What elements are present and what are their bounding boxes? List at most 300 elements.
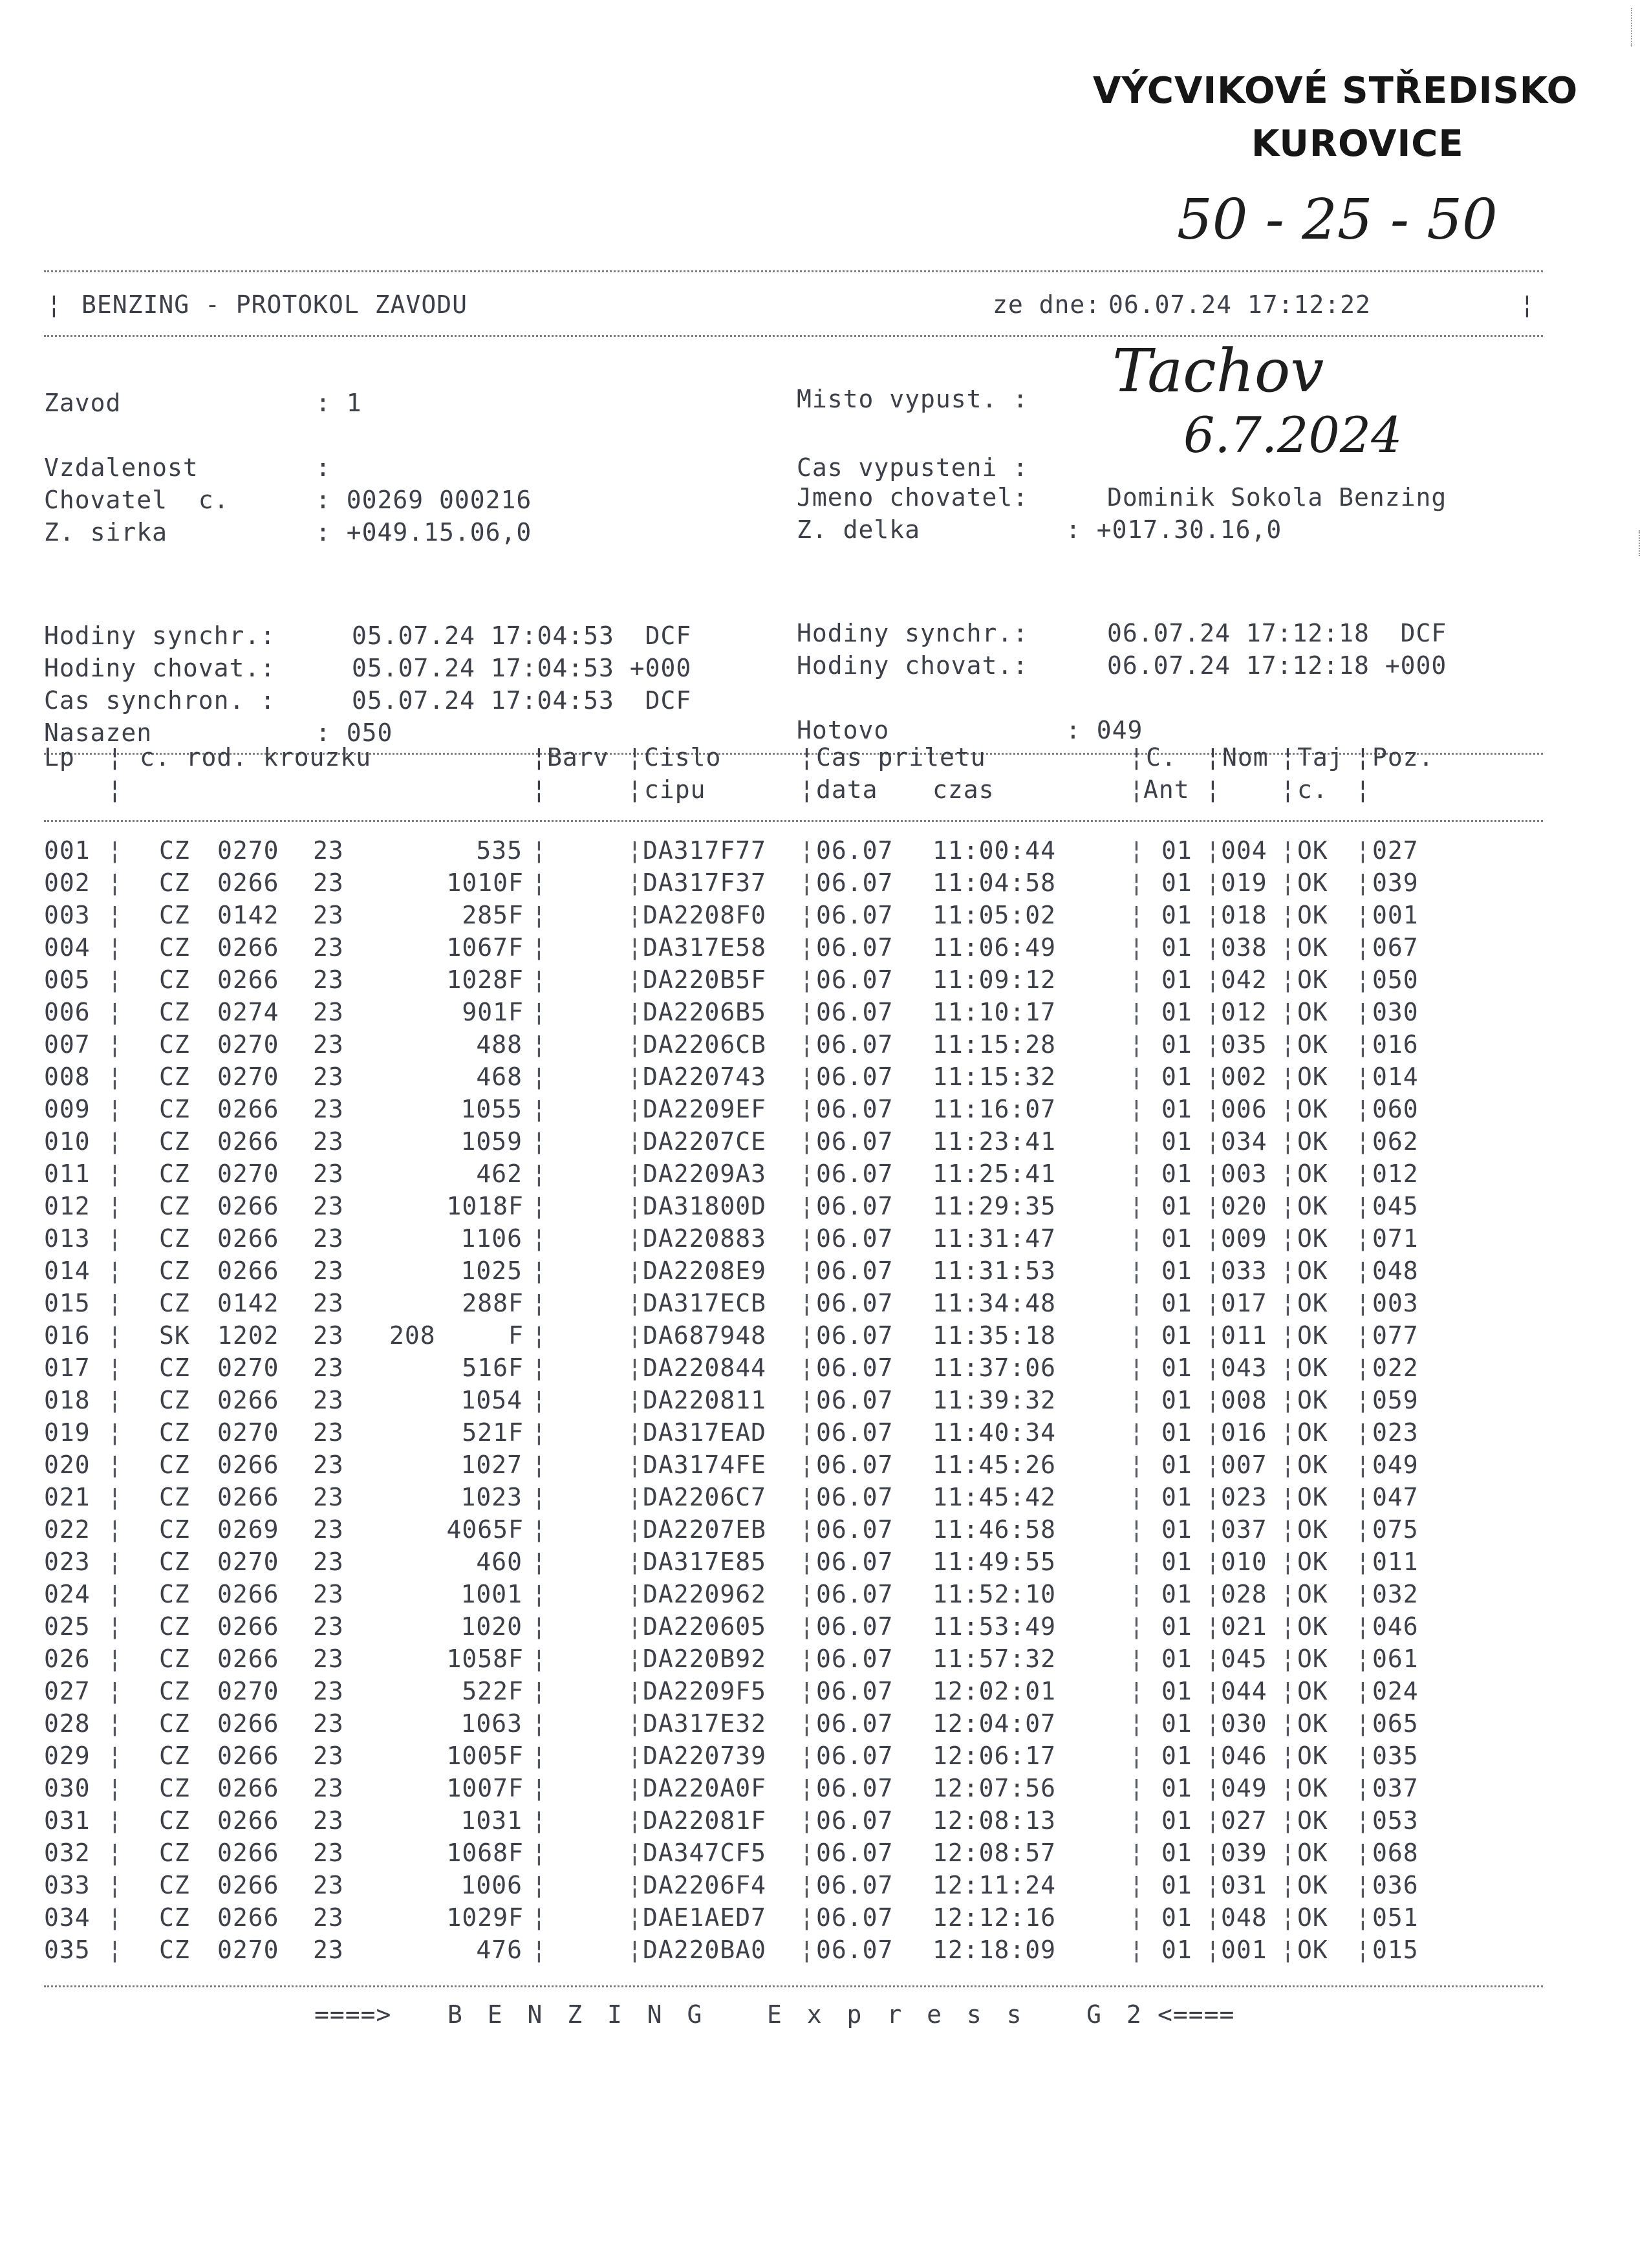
report-date-value: 06.07.24 17:12:22 [1108, 290, 1371, 319]
row-poz: 023 [1372, 1418, 1419, 1447]
row-date: 06.07 [816, 1030, 894, 1059]
row-separator: ¦ [1205, 1677, 1221, 1705]
row-separator: ¦ [1280, 1257, 1296, 1285]
row-time: 11:40:34 [932, 1418, 1057, 1447]
row-date: 06.07 [816, 901, 894, 929]
row-separator: ¦ [1129, 1580, 1145, 1608]
table-row [0, 931, 1649, 964]
row-chip: DA220A0F [643, 1774, 767, 1802]
row-separator: ¦ [532, 1548, 547, 1576]
row-separator: ¦ [799, 1709, 815, 1738]
report-date-label: ze dne: [993, 290, 1101, 319]
row-org: 0142 [217, 901, 279, 929]
row-country: CZ [159, 1709, 190, 1738]
row-taj: OK [1297, 1774, 1328, 1802]
row-taj: OK [1297, 1806, 1328, 1835]
row-separator: ¦ [1355, 1451, 1371, 1479]
row-poz: 071 [1372, 1224, 1419, 1253]
row-separator: ¦ [1129, 1127, 1145, 1156]
row-year: 23 [313, 1321, 344, 1350]
row-ant: 01 [1161, 998, 1192, 1026]
row-org: 0270 [217, 1936, 279, 1964]
row-separator: ¦ [1205, 1483, 1221, 1511]
row-lp: 013 [44, 1224, 91, 1253]
row-time: 11:31:47 [932, 1224, 1057, 1253]
row-year: 23 [313, 1742, 344, 1770]
row-separator: ¦ [1280, 1224, 1296, 1253]
table-row [0, 1255, 1649, 1287]
row-lp: 004 [44, 933, 91, 962]
row-ant: 01 [1161, 1677, 1192, 1705]
title-bar-left-pipe: ¦ [47, 290, 62, 319]
row-time: 12:04:07 [932, 1709, 1057, 1738]
row-year: 23 [313, 1580, 344, 1608]
row-separator: ¦ [799, 1806, 815, 1835]
row-chip: DA31800D [643, 1192, 767, 1220]
row-taj: OK [1297, 1548, 1328, 1576]
col-ant: Ant [1143, 775, 1190, 804]
row-separator: ¦ [107, 933, 123, 962]
row-separator: ¦ [1129, 1354, 1145, 1382]
delka-label: Z. delka [797, 515, 921, 544]
row-separator: ¦ [799, 1580, 815, 1608]
vzdalenost-value: : [316, 453, 331, 482]
row-year: 23 [313, 869, 344, 897]
row-poz: 060 [1372, 1095, 1419, 1123]
row-separator: ¦ [532, 1160, 547, 1188]
row-separator: ¦ [799, 1871, 815, 1899]
row-separator: ¦ [1355, 1548, 1371, 1576]
row-sex: F [508, 901, 524, 929]
row-separator: ¦ [799, 1095, 815, 1123]
row-org: 0270 [217, 1063, 279, 1091]
col-nom: Nom [1222, 743, 1269, 772]
row-lp: 021 [44, 1483, 91, 1511]
col-pipe-2: ¦ [532, 743, 547, 772]
row-year: 23 [313, 1806, 344, 1835]
row-org: 0266 [217, 1451, 279, 1479]
row-separator: ¦ [799, 998, 815, 1026]
col-krouzek: c. rod. krouzku [140, 743, 372, 772]
col-pipe-5b: ¦ [1129, 775, 1145, 804]
table-row [0, 1125, 1649, 1158]
row-ring: 516 [462, 1354, 508, 1382]
row-poz: 067 [1372, 933, 1419, 962]
row-org: 0270 [217, 1030, 279, 1059]
row-nom: 034 [1221, 1127, 1267, 1156]
row-org: 0266 [217, 1806, 279, 1835]
row-org: 0266 [217, 1709, 279, 1738]
left-synchr-value: 05.07.24 17:04:53 DCF [352, 621, 692, 650]
row-separator: ¦ [1129, 901, 1145, 929]
row-separator: ¦ [1129, 1224, 1145, 1253]
row-separator: ¦ [1129, 1160, 1145, 1188]
row-ring: 1055 [460, 1095, 523, 1123]
row-sex: F [508, 869, 524, 897]
row-ant: 01 [1161, 1451, 1192, 1479]
row-country: CZ [159, 1224, 190, 1253]
row-separator: ¦ [1205, 1806, 1221, 1835]
row-org: 0266 [217, 1386, 279, 1414]
row-country: CZ [159, 1612, 190, 1641]
row-separator: ¦ [1355, 869, 1371, 897]
row-taj: OK [1297, 1677, 1328, 1705]
row-taj: OK [1297, 1612, 1328, 1641]
row-poz: 032 [1372, 1580, 1419, 1608]
row-separator: ¦ [532, 1418, 547, 1447]
row-separator: ¦ [107, 1418, 123, 1447]
row-poz: 037 [1372, 1774, 1419, 1802]
row-chip: DA347CF5 [643, 1839, 767, 1867]
row-time: 11:29:35 [932, 1192, 1057, 1220]
row-separator: ¦ [1355, 1418, 1371, 1447]
row-ring: 285 [462, 901, 508, 929]
row-chip: DA220743 [643, 1063, 767, 1091]
row-date: 06.07 [816, 966, 894, 994]
row-year: 23 [313, 1839, 344, 1867]
table-row [0, 1869, 1649, 1901]
row-separator: ¦ [1129, 1418, 1145, 1447]
row-org: 0266 [217, 1257, 279, 1285]
row-separator: ¦ [1205, 1160, 1221, 1188]
stamp-line-2: KUROVICE [1251, 123, 1464, 165]
row-separator: ¦ [532, 1257, 547, 1285]
row-ring: 1005 [446, 1742, 508, 1770]
row-nom: 020 [1221, 1192, 1267, 1220]
row-year: 23 [313, 1127, 344, 1156]
row-country: CZ [159, 1354, 190, 1382]
row-separator: ¦ [1355, 1806, 1371, 1835]
row-separator: ¦ [107, 1645, 123, 1673]
row-year: 23 [313, 836, 344, 865]
row-chip: DA220739 [643, 1742, 767, 1770]
row-ant: 01 [1161, 1612, 1192, 1641]
row-poz: 049 [1372, 1451, 1419, 1479]
row-time: 12:11:24 [932, 1871, 1057, 1899]
row-separator: ¦ [1355, 1483, 1371, 1511]
row-separator: ¦ [1355, 1224, 1371, 1253]
col-pipe-1: ¦ [107, 743, 123, 772]
row-separator: ¦ [627, 1806, 643, 1835]
row-separator: ¦ [1280, 836, 1296, 865]
row-date: 06.07 [816, 1386, 894, 1414]
row-separator: ¦ [1205, 901, 1221, 929]
row-separator: ¦ [1355, 1774, 1371, 1802]
row-year: 23 [313, 1224, 344, 1253]
row-ring: 476 [476, 1936, 523, 1964]
row-ring: 4065 [446, 1515, 508, 1544]
row-separator: ¦ [1280, 1289, 1296, 1317]
row-separator: ¦ [799, 1289, 815, 1317]
row-date: 06.07 [816, 1612, 894, 1641]
row-time: 12:06:17 [932, 1742, 1057, 1770]
hotovo-value: : 049 [1066, 716, 1143, 744]
row-ring: 1020 [460, 1612, 523, 1641]
row-date: 06.07 [816, 998, 894, 1026]
row-nom: 002 [1221, 1063, 1267, 1091]
row-taj: OK [1297, 1580, 1328, 1608]
row-separator: ¦ [1205, 1321, 1221, 1350]
row-time: 11:15:32 [932, 1063, 1057, 1091]
row-separator: ¦ [1129, 1321, 1145, 1350]
row-poz: 075 [1372, 1515, 1419, 1544]
row-separator: ¦ [1280, 1386, 1296, 1414]
row-separator: ¦ [532, 1580, 547, 1608]
row-taj: OK [1297, 1839, 1328, 1867]
sirka-label: Z. sirka [44, 518, 168, 546]
row-org: 0266 [217, 1839, 279, 1867]
row-lp: 015 [44, 1289, 91, 1317]
row-year: 23 [313, 1903, 344, 1932]
row-separator: ¦ [532, 966, 547, 994]
row-date: 06.07 [816, 1160, 894, 1188]
row-ant: 01 [1161, 1160, 1192, 1188]
row-ant: 01 [1161, 1806, 1192, 1835]
row-nom: 031 [1221, 1871, 1267, 1899]
row-year: 23 [313, 901, 344, 929]
row-chip: DA2209EF [643, 1095, 767, 1123]
row-separator: ¦ [1129, 1774, 1145, 1802]
row-nom: 018 [1221, 901, 1267, 929]
table-row [0, 1707, 1649, 1740]
row-date: 06.07 [816, 1871, 894, 1899]
footer-text: B E N Z I N G E x p r e s s G 2 [447, 2000, 1147, 2029]
row-separator: ¦ [1129, 1095, 1145, 1123]
row-separator: ¦ [799, 1192, 815, 1220]
row-nom: 035 [1221, 1030, 1267, 1059]
row-nom: 010 [1221, 1548, 1267, 1576]
row-ant: 01 [1161, 1354, 1192, 1382]
row-separator: ¦ [1355, 1742, 1371, 1770]
row-separator: ¦ [532, 1192, 547, 1220]
row-lp: 023 [44, 1548, 91, 1576]
row-separator: ¦ [627, 1936, 643, 1964]
row-separator: ¦ [1129, 1192, 1145, 1220]
row-nom: 011 [1221, 1321, 1267, 1350]
row-time: 12:07:56 [932, 1774, 1057, 1802]
col-c: C. [1146, 743, 1177, 772]
col-pipe-4: ¦ [799, 743, 815, 772]
row-org: 0270 [217, 1160, 279, 1188]
row-separator: ¦ [1355, 1709, 1371, 1738]
row-nom: 019 [1221, 869, 1267, 897]
row-org: 0266 [217, 1127, 279, 1156]
row-ant: 01 [1161, 1386, 1192, 1414]
row-chip: DA220844 [643, 1354, 767, 1382]
row-country: CZ [159, 901, 190, 929]
row-lp: 031 [44, 1806, 91, 1835]
row-separator: ¦ [532, 1030, 547, 1059]
row-separator: ¦ [1280, 1903, 1296, 1932]
row-lp: 024 [44, 1580, 91, 1608]
row-org: 0266 [217, 869, 279, 897]
footer-arrow-left: ====> [314, 2000, 392, 2029]
row-poz: 030 [1372, 998, 1419, 1026]
vzdalenost-label: Vzdalenost [44, 453, 199, 482]
row-separator: ¦ [627, 1515, 643, 1544]
row-separator: ¦ [799, 1936, 815, 1964]
row-separator: ¦ [107, 1871, 123, 1899]
row-separator: ¦ [532, 1936, 547, 1964]
cas-synchron-label: Cas synchron. : [44, 686, 276, 715]
row-taj: OK [1297, 1645, 1328, 1673]
row-separator: ¦ [107, 966, 123, 994]
row-poz: 014 [1372, 1063, 1419, 1091]
row-time: 11:04:58 [932, 869, 1057, 897]
row-separator: ¦ [1280, 901, 1296, 929]
row-poz: 027 [1372, 836, 1419, 865]
row-separator: ¦ [532, 901, 547, 929]
row-separator: ¦ [799, 901, 815, 929]
row-org: 0266 [217, 1903, 279, 1932]
row-separator: ¦ [1280, 1677, 1296, 1705]
row-separator: ¦ [532, 1063, 547, 1091]
row-separator: ¦ [532, 1612, 547, 1641]
row-separator: ¦ [1205, 1418, 1221, 1447]
row-poz: 022 [1372, 1354, 1419, 1382]
row-ring: 901 [462, 998, 508, 1026]
row-separator: ¦ [107, 1224, 123, 1253]
row-year: 23 [313, 1030, 344, 1059]
row-ant: 01 [1161, 1030, 1192, 1059]
row-separator: ¦ [1355, 1645, 1371, 1673]
table-row [0, 1643, 1649, 1675]
row-year: 23 [313, 966, 344, 994]
row-separator: ¦ [1129, 1289, 1145, 1317]
row-taj: OK [1297, 1451, 1328, 1479]
row-time: 11:25:41 [932, 1160, 1057, 1188]
row-time: 11:57:32 [932, 1645, 1057, 1673]
row-country: CZ [159, 1095, 190, 1123]
row-ant: 01 [1161, 1127, 1192, 1156]
table-row [0, 1772, 1649, 1804]
row-ring: 1029 [446, 1903, 508, 1932]
row-separator: ¦ [532, 1354, 547, 1382]
row-separator: ¦ [107, 1839, 123, 1867]
row-separator: ¦ [1355, 966, 1371, 994]
table-row [0, 996, 1649, 1028]
row-nom: 049 [1221, 1774, 1267, 1802]
row-taj: OK [1297, 1903, 1328, 1932]
col-pipe-6: ¦ [1205, 743, 1221, 772]
row-year: 23 [313, 1936, 344, 1964]
row-separator: ¦ [532, 1677, 547, 1705]
handwritten-code: 50 - 25 - 50 [1177, 188, 1498, 252]
row-poz: 011 [1372, 1548, 1419, 1576]
row-separator: ¦ [1129, 933, 1145, 962]
row-time: 11:09:12 [932, 966, 1057, 994]
row-lp: 012 [44, 1192, 91, 1220]
row-lp: 009 [44, 1095, 91, 1123]
row-separator: ¦ [1129, 1806, 1145, 1835]
row-date: 06.07 [816, 1257, 894, 1285]
row-country: CZ [159, 1839, 190, 1867]
row-separator: ¦ [1280, 1548, 1296, 1576]
row-separator: ¦ [1280, 1354, 1296, 1382]
row-ring: 1006 [460, 1871, 523, 1899]
row-sex: F [508, 1289, 524, 1317]
row-separator: ¦ [1205, 1386, 1221, 1414]
row-country: CZ [159, 1806, 190, 1835]
delka-value: : +017.30.16,0 [1066, 515, 1282, 544]
row-separator: ¦ [1129, 1451, 1145, 1479]
col-pipe-6b: ¦ [1205, 775, 1221, 804]
row-separator: ¦ [1280, 1127, 1296, 1156]
row-country: CZ [159, 1677, 190, 1705]
row-date: 06.07 [816, 1192, 894, 1220]
row-separator: ¦ [1355, 1903, 1371, 1932]
row-sex: F [508, 1321, 524, 1350]
row-org: 0266 [217, 1095, 279, 1123]
row-lp: 028 [44, 1709, 91, 1738]
right-synchr-label: Hodiny synchr.: [797, 619, 1029, 647]
row-separator: ¦ [627, 1612, 643, 1641]
row-separator: ¦ [627, 1289, 643, 1317]
row-taj: OK [1297, 998, 1328, 1026]
table-row [0, 1352, 1649, 1384]
row-separator: ¦ [1355, 1095, 1371, 1123]
row-ant: 01 [1161, 933, 1192, 962]
row-separator: ¦ [1129, 1612, 1145, 1641]
row-nom: 045 [1221, 1645, 1267, 1673]
row-separator: ¦ [627, 869, 643, 897]
row-separator: ¦ [1280, 1515, 1296, 1544]
row-separator: ¦ [107, 901, 123, 929]
row-time: 11:05:02 [932, 901, 1057, 929]
row-separator: ¦ [1280, 1936, 1296, 1964]
row-separator: ¦ [1205, 1645, 1221, 1673]
row-org: 0266 [217, 1580, 279, 1608]
row-ant: 01 [1161, 1580, 1192, 1608]
row-time: 11:52:10 [932, 1580, 1057, 1608]
row-separator: ¦ [107, 1774, 123, 1802]
row-nom: 039 [1221, 1839, 1267, 1867]
row-time: 11:31:53 [932, 1257, 1057, 1285]
row-chip: DA687948 [643, 1321, 767, 1350]
row-poz: 068 [1372, 1839, 1419, 1867]
row-chip: DAE1AED7 [643, 1903, 767, 1932]
row-separator: ¦ [1129, 1709, 1145, 1738]
row-poz: 024 [1372, 1677, 1419, 1705]
row-date: 06.07 [816, 933, 894, 962]
row-separator: ¦ [627, 933, 643, 962]
row-separator: ¦ [627, 1774, 643, 1802]
row-sex: F [508, 1774, 524, 1802]
row-lp: 025 [44, 1612, 91, 1641]
row-country: CZ [159, 1515, 190, 1544]
row-lp: 027 [44, 1677, 91, 1705]
scan-edge-mark-top [1631, 8, 1632, 47]
table-row [0, 1158, 1649, 1190]
table-row [0, 1481, 1649, 1513]
table-row [0, 1384, 1649, 1416]
row-nom: 003 [1221, 1160, 1267, 1188]
row-country: CZ [159, 1903, 190, 1932]
row-poz: 035 [1372, 1742, 1419, 1770]
row-taj: OK [1297, 1871, 1328, 1899]
row-country: SK [159, 1321, 190, 1350]
row-country: CZ [159, 1645, 190, 1673]
row-date: 06.07 [816, 1677, 894, 1705]
row-country: CZ [159, 1289, 190, 1317]
table-row [0, 1416, 1649, 1449]
row-date: 06.07 [816, 1548, 894, 1576]
row-lp: 017 [44, 1354, 91, 1382]
row-chip: DA3174FE [643, 1451, 767, 1479]
col-pipe-8: ¦ [1355, 743, 1371, 772]
row-separator: ¦ [799, 933, 815, 962]
row-chip: DA220605 [643, 1612, 767, 1641]
